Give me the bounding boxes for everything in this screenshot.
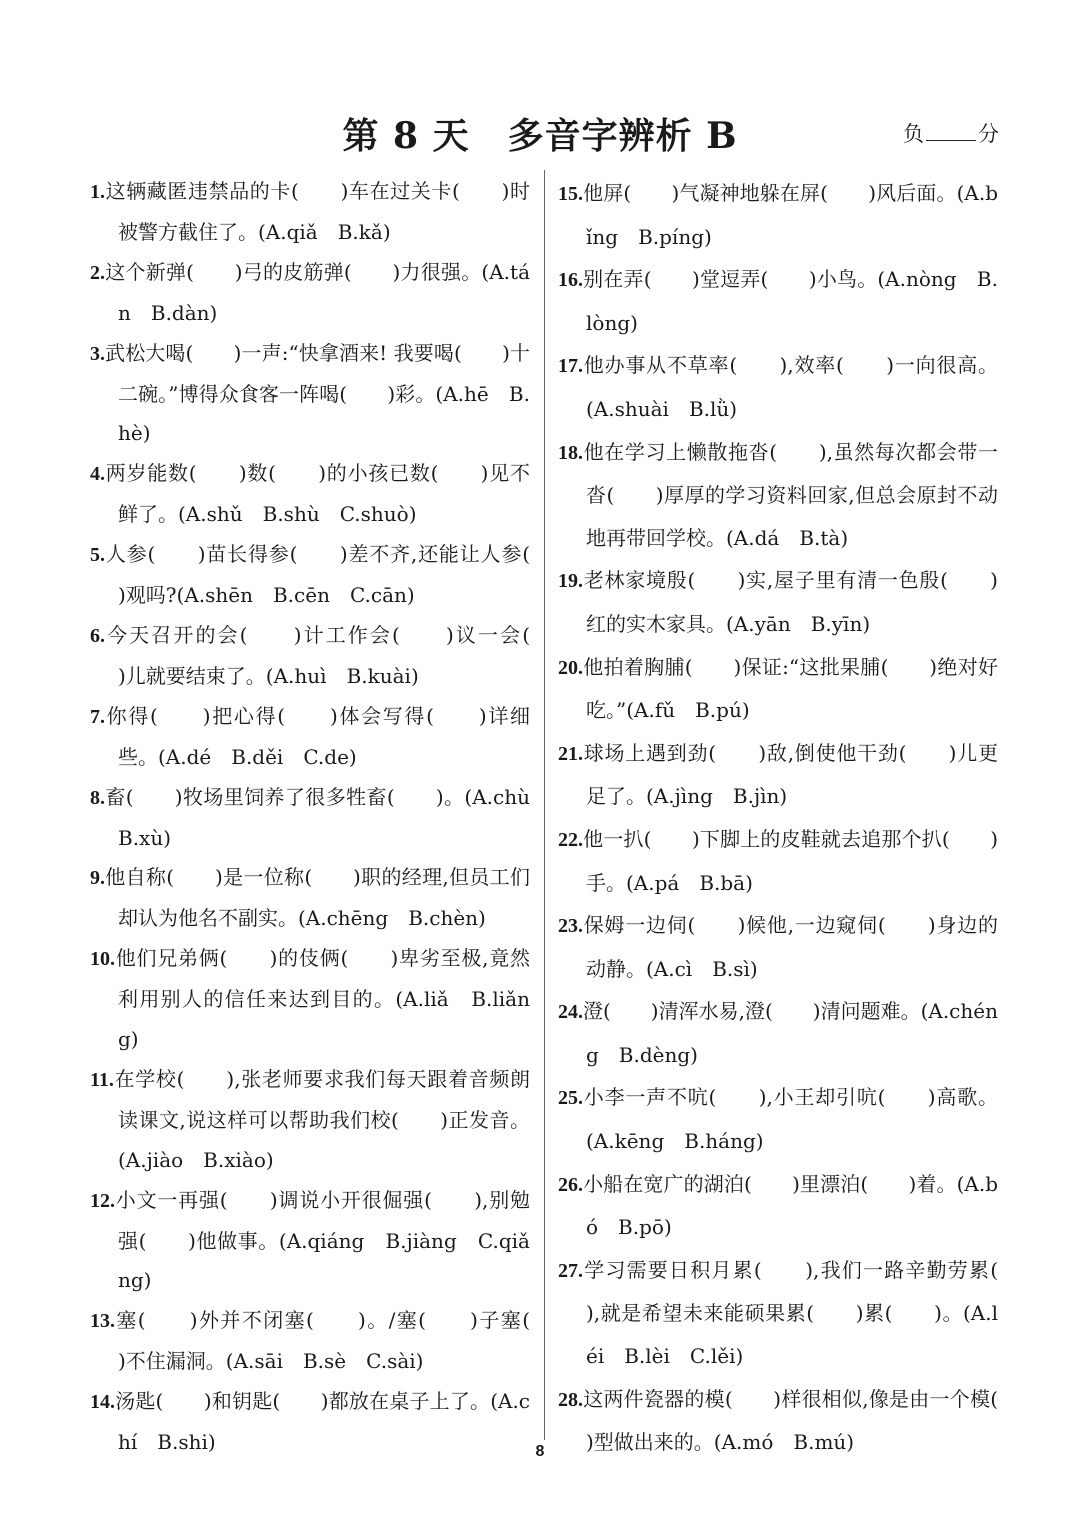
question-item [90, 858, 530, 939]
question-number: 11. [90, 1068, 114, 1091]
question-text: 澄( )清浑水易,澄( )清问题难。(A.chéng B.dèng) [583, 999, 998, 1067]
question-text: 塞( )外并不闭塞( )。/塞( )子塞( )不住漏洞。(A.sāi B.sè C.sài) [115, 1308, 570, 1374]
question-number: 14. [90, 1391, 115, 1414]
question-text: 这辆藏匿违禁品的卡( )车在过关卡( )时被警方截住了。(A.qiǎ B.kǎ) [105, 179, 530, 244]
score-prefix: 负 [903, 122, 924, 146]
question-text: 在学校( ),张老师要求我们每天跟着音频朗读课文,说这样可以帮助我们校( )正发音。(A.jiào B.xiào) [113, 1066, 530, 1172]
question-item [90, 454, 530, 535]
question-number: 16. [558, 269, 583, 292]
question-item [558, 904, 998, 990]
question-number: 4. [90, 463, 105, 486]
question-number: 17. [558, 355, 583, 378]
question-text: 人参( )苗长得参( )差不齐,还能让人参( )观吗?(A.shēn B.cēn C.cān) [105, 542, 570, 608]
question-text: 小船在宽广的湖泊( )里漂泊( )着。(A.bó B.pō) [583, 1171, 998, 1240]
question-item [90, 697, 530, 778]
question-text: 今天召开的会( )计工作会( )议一会( )儿就要结束了。(A.huì B.kuài) [105, 622, 570, 688]
question-number: 19. [558, 570, 583, 593]
question-text: 小李一声不吭( ),小王却引吭( )高歌。(A.kēng B.háng) [583, 1085, 998, 1154]
question-item [90, 1060, 530, 1181]
question-item [90, 778, 550, 859]
score-suffix: 分 [978, 122, 999, 146]
question-number: 7. [90, 705, 105, 728]
question-number: 3. [90, 342, 105, 365]
question-text: 这两件瓷器的模( )样很相似,像是由一个模( )型做出来的。(A.mó B.mú) [583, 1386, 1038, 1455]
question-item [558, 559, 998, 645]
question-number: 23. [558, 915, 583, 938]
question-number: 24. [558, 1001, 583, 1024]
question-item [90, 939, 530, 1060]
page-number: 8 [535, 1443, 545, 1460]
question-text: 老林家境殷( )实,屋子里有清一色殷( )红的实木家具。(A.yān B.yīn) [583, 568, 998, 636]
question-item [558, 646, 998, 732]
question-item [90, 1181, 530, 1302]
question-number: 15. [558, 183, 583, 205]
score-field [903, 118, 999, 148]
question-number: 18. [558, 441, 583, 464]
question-item [558, 344, 998, 430]
question-number: 5. [90, 544, 105, 567]
question-item [558, 431, 998, 560]
question-text: 汤匙( )和钥匙( )都放在桌子上了。(A.chí B.shi) [115, 1389, 530, 1455]
question-item [558, 990, 998, 1076]
question-text: 保姆一边伺( )候他,一边窥伺( )身边的动静。(A.cì B.sì) [583, 913, 998, 981]
question-number: 26. [558, 1173, 583, 1196]
question-item [90, 172, 530, 253]
question-text: 他们兄弟俩( )的伎俩( )卑劣至极,竟然利用别人的信任来达到目的。(A.liǎ B.liǎng) [115, 946, 530, 1052]
question-text: 球场上遇到劲( )敌,倒使他干劲( )儿更足了。(A.jìng B.jìn) [583, 740, 998, 809]
title-day: 第 8 天 [342, 115, 470, 157]
question-number: 10. [90, 948, 115, 971]
question-item [90, 334, 530, 455]
score-blank[interactable] [926, 120, 976, 141]
question-text: 学习需要日积月累( ),我们一路辛勤劳累( ),就是希望未来能硕果累( )累( )。(A.léi B.lèi C.lěi) [583, 1257, 1038, 1369]
question-item [558, 1163, 998, 1249]
question-number: 20. [558, 656, 583, 679]
question-number: 13. [90, 1310, 115, 1333]
question-text: 武松大喝( )一声:“快拿酒来! 我要喝( )十二碗。”博得众食客一阵喝( )彩。(A.hē B.hè) [105, 340, 530, 446]
title-topic: 多音字辨析 B [507, 115, 738, 157]
question-text: 小文一再强( )调说小开很倔强( ),别勉强( )他做事。(A.qiáng B.jiàng C.qiǎng) [115, 1187, 530, 1293]
question-number: 27. [558, 1259, 583, 1282]
question-number: 9. [90, 867, 105, 890]
right-column [558, 172, 1038, 1464]
question-text: 别在弄( )堂逗弄( )小鸟。(A.nòng B.lòng) [583, 267, 998, 335]
question-text: 畜( )牧场里饲养了很多牲畜( )。(A.chù B.xù) [105, 784, 550, 850]
question-text: 这个新弹( )弓的皮筋弹( )力很强。(A.tán B.dàn) [105, 259, 530, 325]
question-text: 他屏( )气凝神地躲在屏( )风后面。(A.bǐng B.píng) [583, 181, 998, 249]
question-number: 1. [90, 181, 105, 203]
question-number: 12. [90, 1189, 115, 1212]
question-text: 他在学习上懒散拖沓( ),虽然每次都会带一沓( )厚厚的学习资料回家,但总会原封不动地再带回学校。(A.dá B.tà) [583, 439, 998, 550]
question-number: 28. [558, 1388, 583, 1411]
question-item [90, 1301, 570, 1382]
question-text: 两岁能数( )数( )的小孩已数( )见不鲜了。(A.shǔ B.shù C.shuò) [105, 461, 530, 527]
question-item [558, 1076, 998, 1162]
question-text: 你得( )把心得( )体会写得( )详细些。(A.dé B.děi C.de) [105, 703, 530, 769]
question-number: 22. [558, 828, 583, 851]
question-text: 他自称( )是一位称( )职的经理,但员工们却认为他名不副实。(A.chēng B.chèn) [105, 865, 530, 931]
question-item [90, 535, 570, 616]
question-number: 25. [558, 1087, 583, 1110]
left-column [90, 172, 570, 1463]
question-item [558, 172, 998, 258]
question-item [90, 253, 530, 334]
question-item [90, 616, 570, 697]
question-item [558, 732, 998, 818]
question-text: 他一扒( )下脚上的皮鞋就去追那个扒( )手。(A.pá B.bā) [583, 826, 998, 895]
question-item [558, 818, 998, 904]
question-text: 他拍着胸脯( )保证:“这批果脯( )绝对好吃。”(A.fǔ B.pú) [583, 654, 998, 723]
question-number: 21. [558, 742, 583, 765]
question-number: 8. [90, 786, 105, 809]
question-item [558, 1249, 1038, 1378]
question-text: 他办事从不草率( ),效率( )一向很高。(A.shuài B.lǜ) [583, 353, 998, 421]
question-number: 6. [90, 624, 105, 647]
question-item [558, 258, 998, 344]
question-number: 2. [90, 261, 105, 284]
